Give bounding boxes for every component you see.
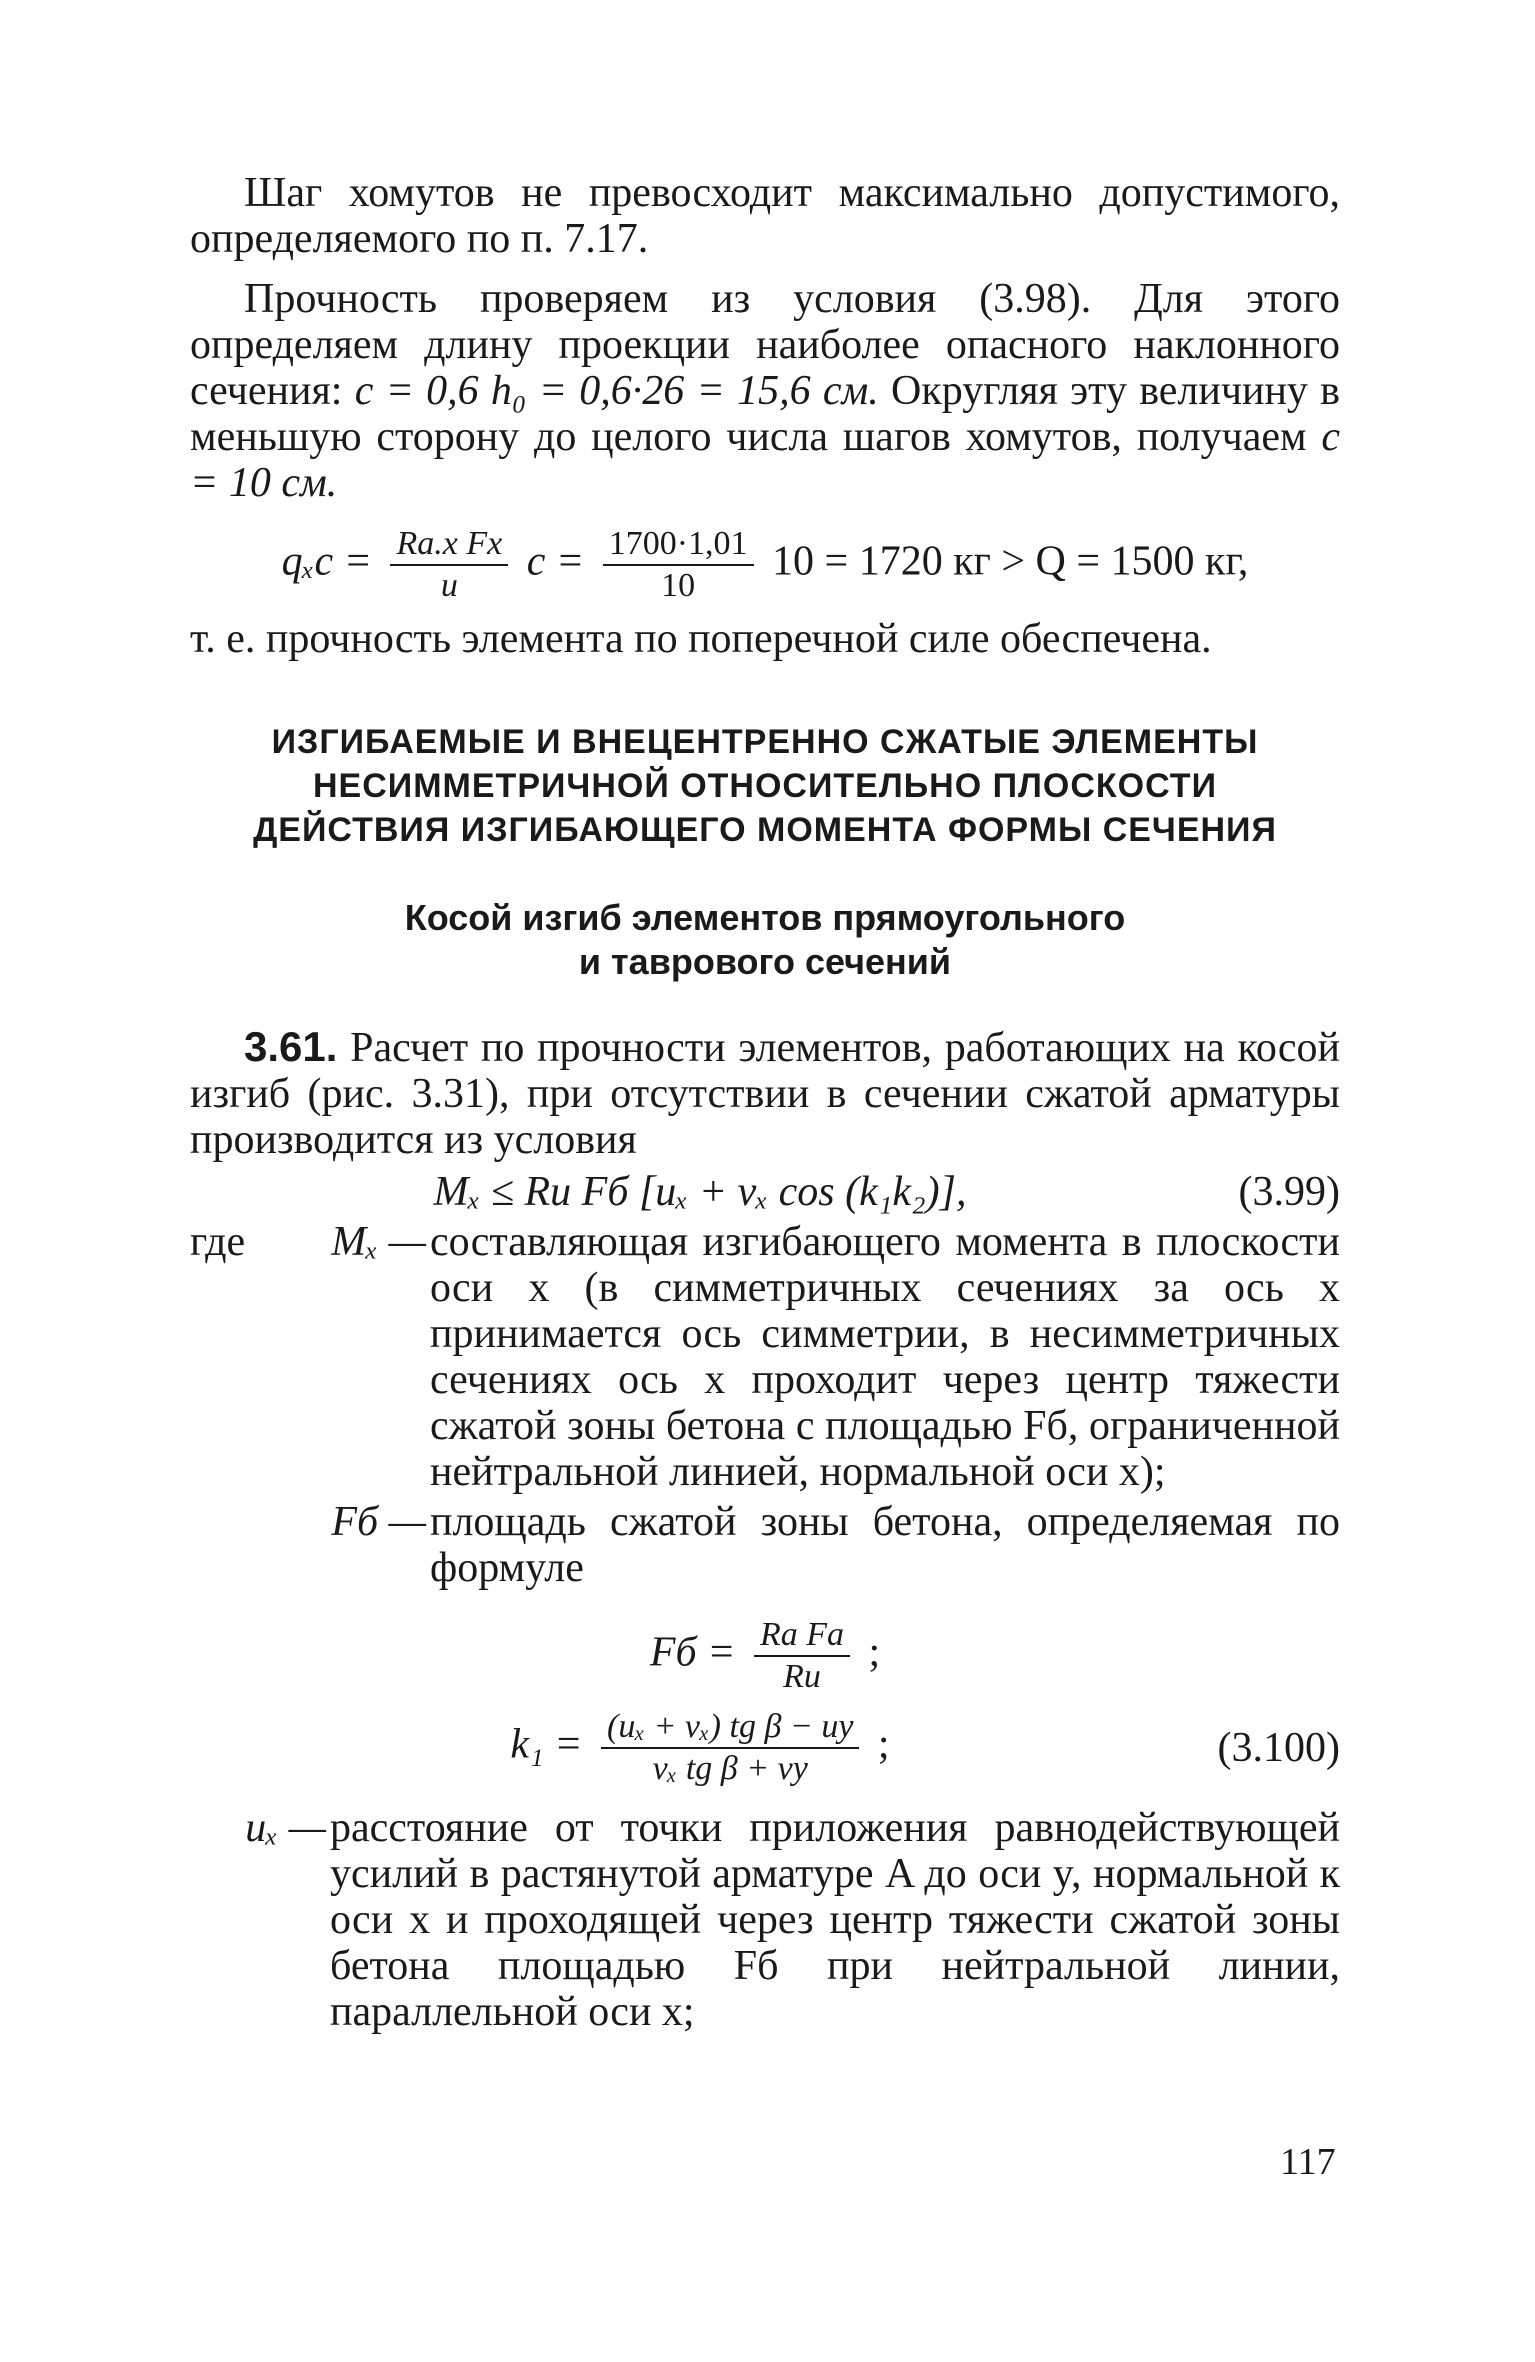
heading-line: и таврового сечений: [578, 941, 952, 982]
definition-ux: [190, 1805, 1340, 2035]
eq-rhs: 10 = 1720 кг > Q = 1500 кг,: [772, 538, 1249, 585]
definition-term: Fб —: [331, 1499, 426, 1545]
paragraph-3-61: [190, 1024, 1340, 1163]
inline-formula: c = 10 см.: [190, 414, 1340, 506]
fraction: [390, 524, 508, 606]
definition-term: uₓ —: [245, 1805, 326, 1851]
heading-line: ДЕЙСТВИЯ ИЗГИБАЮЩЕГО МОМЕНТА ФОРМЫ СЕЧЕНИЯ: [253, 811, 1277, 849]
fraction-denominator: u: [440, 567, 458, 604]
fraction-numerator: Rа.х Fх: [390, 524, 508, 566]
where-word: где: [190, 1219, 246, 1265]
inline-formula: c = 0,6 h₀ = 0,6·26 = 15,6 см.: [354, 368, 879, 414]
equation-shear: [190, 524, 1340, 606]
eq-lhs: Fб =: [649, 1629, 736, 1676]
section-heading: [190, 720, 1340, 852]
heading-line: НЕСИММЕТРИЧНОЙ ОТНОСИТЕЛЬНО ПЛОСКОСТИ: [313, 767, 1217, 805]
eq-tail: ;: [868, 1629, 881, 1676]
heading-line: ИЗГИБАЕМЫЕ И ВНЕЦЕНТРЕННО СЖАТЫЕ ЭЛЕМЕНТЫ: [271, 723, 1259, 761]
definition-text: расстояние от точки приложения равнодействующей усилий в растянутой арматуре A до оси y, нормальной к оси x и проходящей через центр тяжести сжатой зоны бетона площадью Fб при нейтральной линии, параллельной оси x;: [330, 1805, 1340, 2035]
fraction-denominator: 10: [661, 567, 696, 604]
formula-body: Mₓ ≤ Rи Fб [uₓ + vₓ cos (k₁k₂)],: [433, 1169, 967, 1215]
eq-mid: c =: [526, 538, 585, 585]
definition-fb: [190, 1499, 1340, 1591]
formula-3-100: [190, 1707, 1340, 1789]
definition-mx: [190, 1219, 1340, 1495]
fraction-denominator: Rи: [783, 1658, 821, 1695]
eq-lhs: qₓc =: [281, 538, 372, 585]
definition-term: [190, 1219, 430, 1495]
eq-lhs: k₁ =: [510, 1721, 583, 1768]
text-part: Округляя эту величину в меньшую сторону до целого числа шагов хомутов, получаем: [190, 368, 1340, 460]
formula-number: (3.99): [1238, 1169, 1340, 1215]
paragraph-conclusion: т. е. прочность элемента по поперечной силе обеспечена.: [190, 616, 1212, 662]
fraction-numerator: 1700·1,01: [603, 524, 754, 566]
paragraph-number: 3.61.: [244, 1023, 338, 1070]
formula-body: [190, 1707, 1210, 1789]
page-content: [190, 170, 1340, 2035]
paragraph-stirrup-step: Шаг хомутов не превосходит максимально допустимого, определяемого по п. 7.17.: [190, 170, 1340, 262]
fraction: [601, 1707, 859, 1789]
fraction: [754, 1615, 850, 1697]
formula-3-99: [190, 1169, 1340, 1215]
paragraph-text: Расчет по прочности элементов, работающих на косой изгиб (рис. 3.31), при отсутствии в сечении сжатой арматуры производится из условия: [190, 1025, 1340, 1163]
fraction-numerator: Rа Fа: [754, 1615, 850, 1657]
fraction-numerator: (uₓ + vₓ) tg β − uy: [601, 1707, 859, 1749]
text-part: Прочность проверяем из условия (3.98). Для этого определяем длину проекции наиболее опасного наклонного сечения:: [190, 276, 1340, 414]
term-symbol: Mₓ —: [331, 1219, 426, 1265]
fraction-denominator: vₓ tg β + vy: [652, 1750, 808, 1787]
subsection-heading: [190, 896, 1340, 984]
paragraph-strength-check: [190, 276, 1340, 506]
formula-number: (3.100): [1217, 1725, 1340, 1771]
equation-fb: [190, 1615, 1340, 1697]
definition-text: площадь сжатой зоны бетона, определяемая по формуле: [430, 1499, 1340, 1591]
heading-line: Косой изгиб элементов прямоугольного: [404, 897, 1126, 938]
eq-tail: ;: [877, 1721, 890, 1768]
fraction: [603, 524, 754, 606]
definition-text: составляющая изгибающего момента в плоскости оси x (в симметричных сечениях за ось x принимается ось симметрии, в несимметричных сечениях ось x проходит через центр тяжести сжатой зоны бетона с площадью Fб, ограниченной нейтральной линией, нормальной оси x);: [430, 1219, 1340, 1495]
page-number: 117: [1280, 2141, 1336, 2183]
